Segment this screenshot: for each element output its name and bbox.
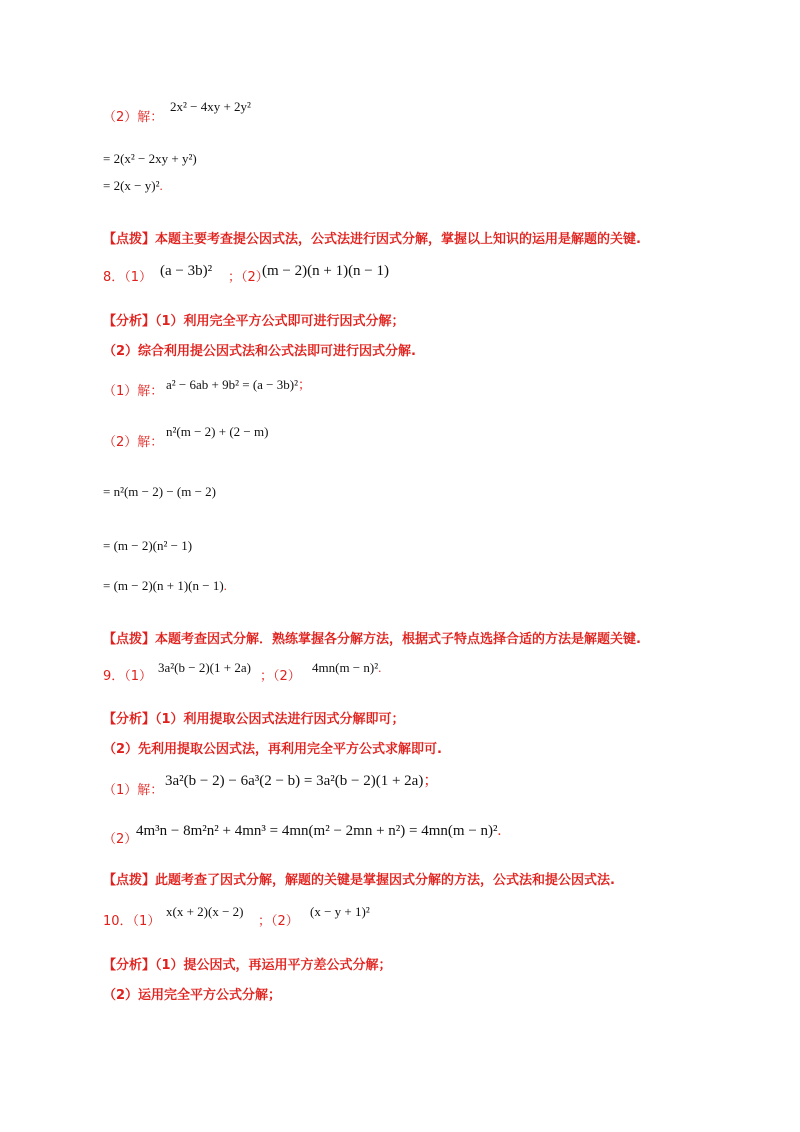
answer-label: 10．（1） — [103, 914, 161, 929]
analysis-text: （1）利用提取公因式法进行因式分解即可； — [155, 712, 405, 727]
math-expression: = n²(m − 2) − (m − 2) — [103, 484, 217, 499]
answer-separator: ；（2） — [260, 669, 301, 684]
answer-separator: ；（2） — [228, 270, 269, 285]
math-expression: = 2(x − y)². — [103, 178, 163, 193]
hint-text: 此题考查了因式分解，解题的关键是掌握因式分解的方法，公式法和提公因式法. — [155, 873, 615, 888]
hint-line — [103, 873, 615, 889]
analysis-text: （2）先利用提取公因式法，再利用完全平方公式求解即可. — [103, 742, 442, 757]
solution-label: （2）解： — [103, 110, 164, 125]
analysis-label: 【分析】 — [103, 958, 156, 973]
math-expression: (x − y + 1)² — [310, 904, 370, 919]
analysis-text: （1）提公因式，再运用平方差公式分解； — [155, 958, 392, 973]
solution-label: （1）解： — [103, 783, 164, 798]
math-expression: 3a²(b − 2)(1 + 2a) — [158, 660, 251, 675]
math-expression: 3a²(b − 2) − 6a³(2 − b) = 3a²(b − 2)(1 + 2a)； — [165, 773, 439, 789]
solution-label: （1）解： — [103, 384, 164, 399]
analysis-line — [103, 314, 405, 330]
math-expression: 4mn(m − n)². — [312, 660, 382, 675]
analysis-text: （1）利用完全平方公式即可进行因式分解； — [155, 314, 405, 329]
math-expression: x(x + 2)(x − 2) — [166, 904, 244, 919]
answer-separator: ；（2） — [258, 914, 299, 929]
math-expression: (m − 2)(n + 1)(n − 1) — [262, 263, 390, 279]
analysis-label: 【分析】 — [103, 712, 156, 727]
solution-label: （2） — [103, 832, 138, 847]
hint-line — [103, 632, 641, 648]
solution-line — [103, 110, 163, 126]
analysis-text: （2）综合利用提公因式法和公式法即可进行因式分解. — [103, 344, 416, 359]
math-expression: = 2(x² − 2xy + y²) — [103, 151, 197, 166]
math-expression: (a − 3b)² — [160, 263, 213, 279]
math-expression: 2x² − 4xy + 2y² — [170, 99, 251, 114]
math-expression: 4m³n − 8m²n² + 4mn³ = 4mn(m² − 2mn + n²) = 4mn(m − n)². — [136, 823, 502, 839]
analysis-line — [103, 712, 405, 728]
hint-label: 【点拨】 — [103, 632, 156, 647]
hint-label: 【点拨】 — [103, 232, 156, 247]
hint-label: 【点拨】 — [103, 873, 156, 888]
math-expression: = (m − 2)(n² − 1) — [103, 538, 193, 553]
answer-line — [103, 270, 152, 286]
hint-text: 本题考查因式分解．熟练掌握各分解方法，根据式子特点选择合适的方法是解题关键. — [155, 632, 641, 647]
answer-label: 8．（1） — [103, 270, 153, 285]
analysis-text: （2）运用完全平方公式分解； — [103, 988, 282, 1003]
hint-line — [103, 232, 641, 248]
math-expression: a² − 6ab + 9b² = (a − 3b)²； — [166, 377, 312, 392]
solution-label: （2）解： — [103, 435, 164, 450]
hint-text: 本题主要考查提公因式法，公式法进行因式分解，掌握以上知识的运用是解题的关键. — [155, 232, 641, 247]
analysis-label: 【分析】 — [103, 314, 156, 329]
math-expression: n²(m − 2) + (2 − m) — [166, 424, 269, 439]
analysis-line — [103, 958, 392, 974]
math-expression: = (m − 2)(n + 1)(n − 1). — [103, 578, 227, 593]
answer-label: 9．（1） — [103, 669, 153, 684]
